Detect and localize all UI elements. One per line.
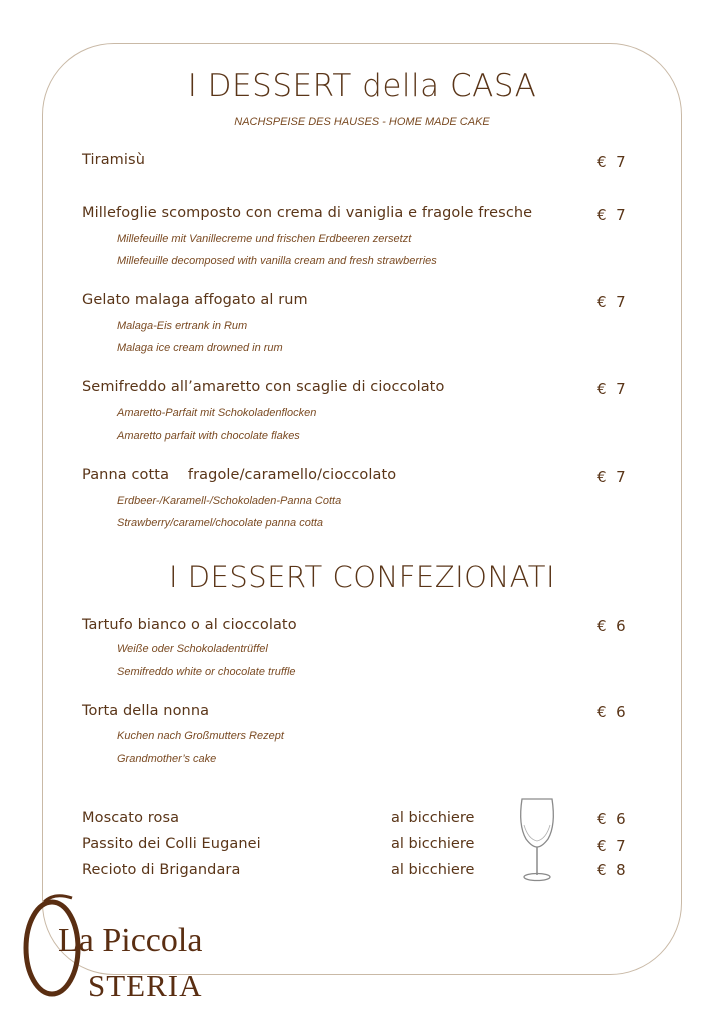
wine-serving: al bicchiere (391, 810, 475, 826)
menu-item-name: Millefoglie scomposto con crema di vaniglia e fragole fresche (82, 205, 533, 221)
wine-glass-icon (512, 795, 562, 885)
menu-item-price: € 7 (597, 380, 626, 398)
wine-price: € 7 (597, 837, 626, 855)
menu-item-desc-en: Grandmother’s cake (117, 753, 217, 765)
menu-item-price: € 7 (597, 153, 626, 171)
section-title-packaged-desserts: I DESSERT CONFEZIONATI (168, 560, 556, 594)
menu-item-desc-de: Weiße oder Schokoladentrüffel (117, 643, 268, 655)
menu-item-price: € 7 (597, 293, 626, 311)
logo-line2: STERIA (88, 968, 203, 1003)
logo-line1: La Piccola (58, 922, 203, 959)
menu-item-desc-en: Semifreddo white or chocolate truffle (117, 666, 296, 678)
menu-item-desc-de: Millefeuille mit Vanillecreme und frischen Erdbeeren zersetzt (117, 233, 412, 245)
wine-serving: al bicchiere (391, 862, 475, 878)
menu-item-name: Panna cotta fragole/caramello/cioccolato (82, 467, 397, 483)
menu-item-desc-de: Erdbeer-/Karamell-/Schokoladen-Panna Cotta (117, 495, 342, 507)
menu-item-name: Tartufo bianco o al cioccolato (82, 617, 297, 633)
menu-item-desc-de: Kuchen nach Großmutters Rezept (117, 730, 284, 742)
menu-item-name: Gelato malaga affogato al rum (82, 292, 308, 308)
menu-item-price: € 7 (597, 206, 626, 224)
menu-item-desc-de: Malaga-Eis ertrank in Rum (117, 320, 248, 332)
wine-price: € 6 (597, 810, 626, 828)
menu-item-name: Semifreddo all’amaretto con scaglie di cioccolato (82, 379, 445, 395)
restaurant-logo (14, 890, 234, 1010)
section-subtitle: NACHSPEISE DES HAUSES - HOME MADE CAKE (234, 116, 490, 128)
wine-name: Recioto di Brigandara (82, 862, 241, 878)
menu-item-name: Torta della nonna (82, 703, 210, 719)
wine-name: Moscato rosa (82, 810, 180, 826)
section-title-house-desserts: I DESSERT della CASA (187, 68, 537, 104)
wine-name: Passito dei Colli Euganei (82, 836, 261, 852)
menu-item-desc-en: Strawberry/caramel/chocolate panna cotta (117, 517, 324, 529)
menu-item-price: € 7 (597, 468, 626, 486)
wine-price: € 8 (597, 861, 626, 879)
menu-item-name: Tiramisù (82, 152, 145, 168)
menu-item-desc-en: Millefeuille decomposed with vanilla cream and fresh strawberries (117, 255, 437, 267)
menu-item-desc-en: Amaretto parfait with chocolate flakes (117, 430, 300, 442)
wine-serving: al bicchiere (391, 836, 475, 852)
menu-item-desc-en: Malaga ice cream drowned in rum (117, 342, 283, 354)
menu-item-price: € 6 (597, 703, 626, 721)
menu-item-price: € 6 (597, 617, 626, 635)
menu-item-desc-de: Amaretto-Parfait mit Schokoladenflocken (117, 407, 317, 419)
